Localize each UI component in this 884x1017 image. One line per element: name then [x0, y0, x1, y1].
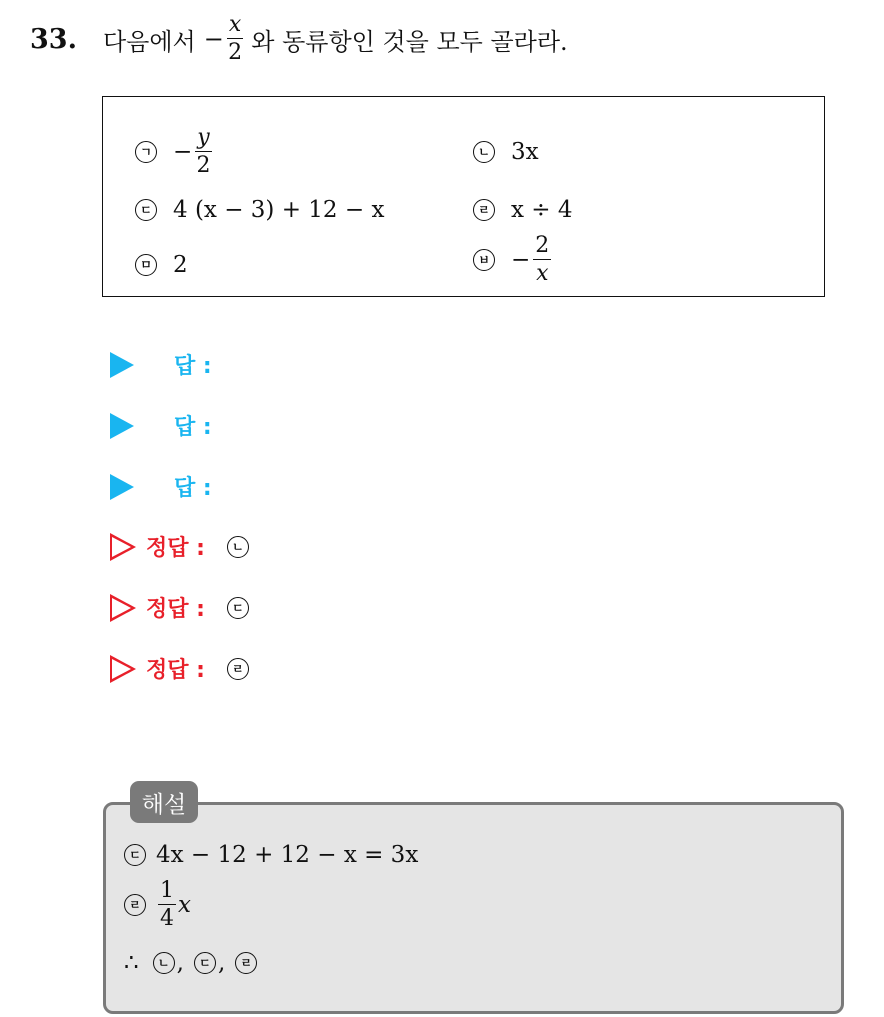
question-text-before: 다음에서	[103, 27, 196, 56]
correct-arrow-icon	[110, 655, 136, 683]
choice-a: ㄱ − $\frac{y}{2}$	[135, 127, 214, 177]
final-marker-3: ㄹ	[235, 952, 257, 974]
question-number: 33.	[30, 24, 77, 55]
correct-label: 정답 :	[146, 536, 205, 561]
correct-label: 정답 :	[146, 658, 205, 683]
correct-arrow-icon	[110, 533, 136, 561]
choice-c-expr: 4 (x − 3) + 12 − x	[173, 197, 385, 223]
choice-a-fraction: $\frac{y}{2}$	[196, 125, 211, 178]
answer-label: 답 :	[174, 415, 212, 440]
final-marker-1: ㄴ	[153, 952, 175, 974]
correct-answer-marker: ㄴ	[227, 536, 249, 558]
correct-label: 정답 :	[146, 597, 205, 622]
correct-arrow-icon	[110, 594, 136, 622]
therefore-symbol: ∴	[124, 950, 139, 976]
choice-marker-c: ㄷ	[135, 199, 157, 221]
solution-tab: 해설	[130, 781, 198, 823]
correct-row-2	[110, 592, 265, 623]
choice-b-expr: 3x	[511, 139, 539, 165]
answer-label: 답 :	[174, 354, 212, 379]
choice-d-expr: x ÷ 4	[511, 197, 573, 223]
choice-e-expr: 2	[173, 252, 188, 278]
choice-marker-b: ㄴ	[473, 141, 495, 163]
answer-arrow-icon	[110, 352, 134, 378]
solution-marker-2: ㄹ	[124, 894, 146, 916]
choice-marker-f: ㅂ	[473, 249, 495, 271]
choice-marker-d: ㄹ	[473, 199, 495, 221]
choice-e	[135, 252, 188, 278]
solution-line-2-var: x	[178, 892, 191, 918]
choice-d	[473, 197, 573, 223]
choices-box	[102, 96, 825, 297]
answer-arrow-icon	[110, 474, 134, 500]
question-text: 다음에서 − $\frac{x}{2}$ 와 동류항인 것을 모두 골라라.	[103, 12, 568, 65]
solution-marker-1: ㄷ	[124, 844, 146, 866]
choice-marker-e: ㅁ	[135, 254, 157, 276]
choice-f: ㅂ − $\frac{2}{x}$	[473, 235, 553, 285]
correct-row-3	[110, 653, 265, 684]
solution-line-1	[124, 842, 418, 868]
choice-b	[473, 139, 539, 165]
choice-f-fraction: $\frac{2}{x}$	[535, 233, 550, 286]
solution-line-3: ∴ ㄴ , ㄷ , ㄹ	[124, 950, 257, 976]
correct-answer-marker: ㄹ	[227, 658, 249, 680]
solution-box	[103, 802, 844, 1014]
correct-answer-marker: ㄷ	[227, 597, 249, 619]
answer-label: 답 :	[174, 476, 212, 501]
choice-marker-a: ㄱ	[135, 141, 157, 163]
answer-row-1[interactable]	[110, 349, 212, 380]
final-marker-2: ㄷ	[194, 952, 216, 974]
question-fraction: $\frac{x}{2}$	[228, 12, 243, 65]
solution-line-2-fraction: $\frac{1}{4}$	[160, 878, 174, 931]
choice-c	[135, 197, 384, 223]
solution-line-2	[124, 880, 191, 930]
solution-line-1-expr: 4x − 12 + 12 − x = 3x	[156, 842, 419, 868]
correct-row-1	[110, 531, 265, 562]
answer-row-2[interactable]	[110, 410, 212, 441]
answer-arrow-icon	[110, 413, 134, 439]
answer-row-3[interactable]	[110, 471, 212, 502]
question-text-after: 와 동류항인 것을 모두 골라라.	[251, 27, 568, 56]
